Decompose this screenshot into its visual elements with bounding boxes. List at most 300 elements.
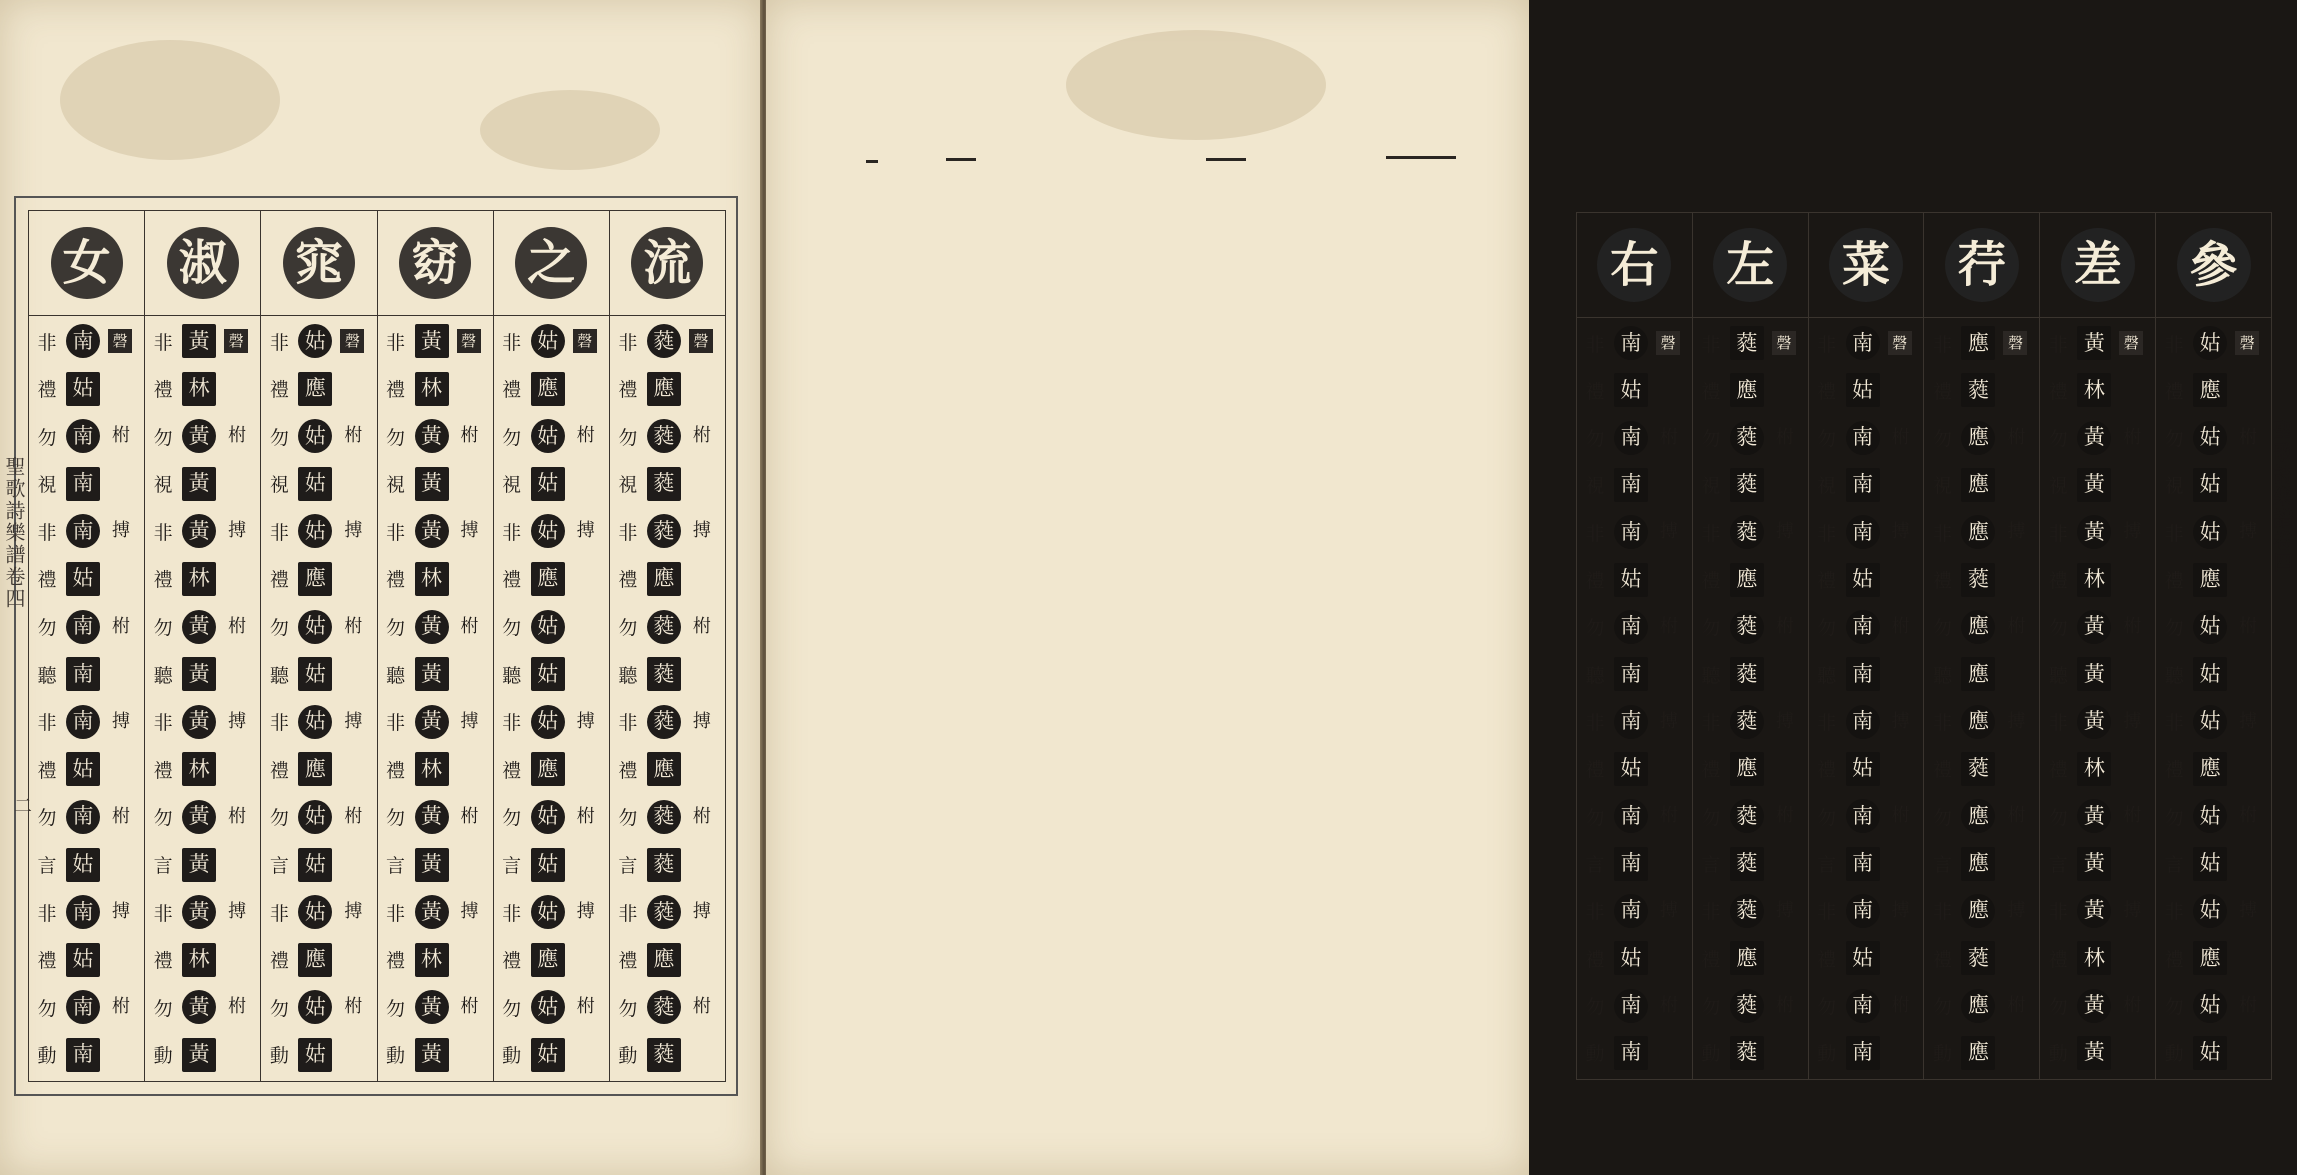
percussion-mark: 搏 — [112, 520, 130, 542]
notation-row — [1809, 747, 1924, 791]
notation-row — [1924, 700, 2039, 744]
pitch-note: 南 — [66, 1038, 100, 1072]
notation-row — [1577, 794, 1692, 838]
percussion-mark: 磬 — [573, 329, 597, 353]
notation-row — [1693, 652, 1808, 696]
notation-row — [2040, 936, 2155, 980]
notation-row — [2156, 700, 2271, 744]
notation-row — [1809, 700, 1924, 744]
pitch-note: 應 — [298, 752, 332, 786]
left-page — [0, 0, 762, 1175]
left-margin-title: 聖歌詩樂譜卷四 — [2, 456, 26, 610]
lyric-character: 非 — [1585, 522, 1605, 545]
pitch-note: 林 — [2077, 563, 2111, 597]
pitch-note: 應 — [1961, 421, 1995, 455]
lyric-character: 言 — [386, 855, 406, 878]
pitch-note: 姑 — [1614, 941, 1648, 975]
notation-row — [494, 985, 609, 1029]
pitch-note: 姑 — [298, 467, 332, 501]
percussion-mark: 柎 — [692, 425, 711, 447]
pitch-note: 姑 — [2193, 989, 2227, 1023]
notation-row — [29, 319, 144, 363]
notation-row — [1924, 416, 2039, 460]
notation-row — [2156, 558, 2271, 602]
lyric-character: 非 — [2048, 901, 2068, 924]
lyric-character: 勿 — [1585, 996, 1605, 1019]
paper-stain — [60, 40, 280, 160]
lyric-character: 勿 — [1585, 617, 1605, 640]
notation-row — [2040, 1031, 2155, 1075]
notation-row — [378, 319, 493, 363]
lyric-character: 禮 — [1817, 570, 1837, 593]
notation-row — [1577, 510, 1692, 554]
lyric-character: 視 — [2048, 475, 2068, 498]
lyric-character: 動 — [1932, 1043, 1952, 1066]
lyric-character: 視 — [153, 474, 173, 497]
notation-row — [145, 747, 260, 791]
lyric-character: 禮 — [2048, 570, 2068, 593]
pitch-note: 黃 — [2077, 657, 2111, 691]
pitch-note: 姑 — [531, 848, 565, 882]
notation-row — [378, 462, 493, 506]
pitch-note: 蕤 — [647, 848, 681, 882]
notation-row — [378, 509, 493, 553]
notation-row — [1577, 1031, 1692, 1075]
pitch-note: 蕤 — [647, 1038, 681, 1072]
notation-row — [29, 795, 144, 839]
pitch-note: 應 — [647, 752, 681, 786]
notation-row — [29, 700, 144, 744]
notation-row — [378, 938, 493, 982]
right-margin-title: 聖歌詩樂譜卷四 — [2270, 420, 2294, 574]
left-score-grid — [28, 210, 726, 1082]
lyric-character: 非 — [153, 902, 173, 925]
pitch-note: 應 — [647, 562, 681, 596]
notation-row — [610, 367, 725, 411]
notation-rows — [1577, 321, 1692, 1075]
pitch-note: 蕤 — [1730, 799, 1764, 833]
pitch-note: 姑 — [66, 848, 100, 882]
notation-row — [1809, 321, 1924, 365]
lyric-character: 禮 — [153, 569, 173, 592]
notation-row — [378, 605, 493, 649]
notation-row — [1577, 700, 1692, 744]
notation-row — [1924, 510, 2039, 554]
pitch-note: 姑 — [1846, 563, 1880, 597]
percussion-mark: 柎 — [460, 425, 479, 447]
notation-row — [1577, 558, 1692, 602]
lyric-character: 禮 — [502, 569, 522, 592]
notation-row — [610, 557, 725, 601]
score-column — [261, 211, 377, 1081]
notation-row — [2040, 747, 2155, 791]
notation-row — [1809, 936, 1924, 980]
pitch-note: 應 — [1730, 752, 1764, 786]
pitch-note: 南 — [1846, 610, 1880, 644]
notation-row — [2040, 368, 2155, 412]
lyric-character: 非 — [269, 521, 289, 544]
notation-row — [494, 652, 609, 696]
pitch-note: 姑 — [531, 1038, 565, 1072]
notation-row — [1809, 842, 1924, 886]
lyric-character: 勿 — [618, 997, 638, 1020]
pitch-note: 蕤 — [1961, 941, 1995, 975]
lyric-character: 非 — [1701, 712, 1721, 735]
pitch-note: 南 — [1846, 515, 1880, 549]
notation-row — [2040, 558, 2155, 602]
pitch-note: 應 — [298, 943, 332, 977]
percussion-mark: 柎 — [1660, 615, 1678, 637]
lyric-character: 非 — [1932, 522, 1952, 545]
notation-row — [29, 557, 144, 601]
lyric-character: 非 — [502, 902, 522, 925]
notation-row — [1693, 321, 1808, 365]
lyric-character: 禮 — [1932, 570, 1952, 593]
pitch-note: 姑 — [298, 895, 332, 929]
notation-row — [145, 367, 260, 411]
column-heading-cell — [1809, 213, 1924, 318]
notation-row — [494, 414, 609, 458]
percussion-mark: 搏 — [1660, 899, 1678, 921]
notation-row — [261, 414, 376, 458]
pitch-note: 林 — [415, 943, 449, 977]
notation-row — [145, 890, 260, 934]
notation-row — [1924, 652, 2039, 696]
notation-row — [29, 414, 144, 458]
pitch-note: 蕤 — [1730, 894, 1764, 928]
notation-rows — [1809, 321, 1924, 1075]
pitch-note: 姑 — [531, 610, 565, 644]
pitch-note: 黃 — [2077, 799, 2111, 833]
lyric-character: 禮 — [2048, 380, 2068, 403]
notation-rows — [261, 319, 376, 1077]
notation-row — [29, 652, 144, 696]
pitch-note: 蕤 — [1730, 847, 1764, 881]
notation-row — [1693, 889, 1808, 933]
lyric-character: 禮 — [1701, 570, 1721, 593]
lyric-character: 聽 — [153, 664, 173, 687]
notation-row — [378, 890, 493, 934]
notation-row — [610, 747, 725, 791]
lyric-character: 聽 — [1701, 664, 1721, 687]
column-heading-cell — [494, 211, 609, 316]
percussion-mark: 搏 — [1775, 710, 1794, 732]
percussion-mark: 柎 — [2239, 994, 2258, 1016]
notation-row — [2040, 463, 2155, 507]
notation-row — [610, 509, 725, 553]
lyric-character: 視 — [1932, 475, 1952, 498]
percussion-mark: 磬 — [2003, 331, 2027, 355]
notation-row — [1577, 652, 1692, 696]
notation-row — [610, 605, 725, 649]
pitch-note: 南 — [1614, 421, 1648, 455]
notation-row — [610, 700, 725, 744]
lyric-character: 禮 — [386, 759, 406, 782]
notation-row — [2040, 321, 2155, 365]
lyric-heading-disc: 菜 — [1829, 228, 1903, 302]
notation-row — [1693, 1031, 1808, 1075]
percussion-mark: 柎 — [460, 615, 479, 637]
lyric-character: 動 — [269, 1045, 289, 1068]
lyric-character: 禮 — [386, 379, 406, 402]
percussion-mark: 搏 — [344, 710, 363, 732]
lyric-character: 禮 — [2164, 380, 2184, 403]
notation-row — [29, 985, 144, 1029]
percussion-mark: 搏 — [2007, 710, 2026, 732]
notation-row — [610, 462, 725, 506]
lyric-character: 勿 — [1932, 806, 1952, 829]
notation-row — [2040, 984, 2155, 1028]
pitch-note: 南 — [1846, 799, 1880, 833]
pitch-note: 應 — [647, 372, 681, 406]
percussion-mark: 磬 — [457, 329, 481, 353]
notation-row — [2156, 747, 2271, 791]
lyric-character: 勿 — [153, 997, 173, 1020]
lyric-character: 非 — [1701, 333, 1721, 356]
lyric-character: 非 — [37, 902, 57, 925]
lyric-character: 勿 — [2164, 617, 2184, 640]
lyric-character: 非 — [2164, 901, 2184, 924]
lyric-character: 聽 — [386, 664, 406, 687]
pitch-note: 蕤 — [1730, 515, 1764, 549]
notation-row — [2156, 652, 2271, 696]
percussion-mark: 磬 — [1888, 331, 1912, 355]
pitch-note: 黃 — [182, 467, 216, 501]
lyric-character: 勿 — [1585, 428, 1605, 451]
notation-row — [378, 652, 493, 696]
notation-row — [2156, 794, 2271, 838]
notation-row — [1924, 747, 2039, 791]
percussion-mark: 柎 — [1891, 994, 1910, 1016]
pitch-note: 蕤 — [647, 990, 681, 1024]
score-column — [378, 211, 494, 1081]
lyric-character: 非 — [37, 331, 57, 354]
pitch-note: 應 — [1961, 515, 1995, 549]
notation-row — [494, 557, 609, 601]
column-heading-cell — [1924, 213, 2039, 318]
notation-row — [2156, 1031, 2271, 1075]
pitch-note: 林 — [182, 562, 216, 596]
print-mark — [946, 158, 976, 161]
lyric-character: 視 — [1701, 475, 1721, 498]
pitch-note: 應 — [1961, 1036, 1995, 1070]
notation-row — [261, 509, 376, 553]
pitch-note: 南 — [1846, 1036, 1880, 1070]
pitch-note: 南 — [1614, 705, 1648, 739]
pitch-note: 南 — [66, 657, 100, 691]
lyric-character: 非 — [1585, 712, 1605, 735]
percussion-mark: 柎 — [228, 425, 247, 447]
notation-row — [29, 367, 144, 411]
notation-row — [494, 700, 609, 744]
pitch-note: 黃 — [415, 419, 449, 453]
notation-row — [145, 700, 260, 744]
pitch-note: 姑 — [2193, 515, 2227, 549]
percussion-mark: 搏 — [2239, 521, 2258, 543]
lyric-character: 勿 — [618, 807, 638, 830]
percussion-mark: 柎 — [112, 615, 130, 637]
percussion-mark: 搏 — [2007, 899, 2026, 921]
notation-row — [378, 985, 493, 1029]
lyric-character: 禮 — [618, 569, 638, 592]
notation-row — [145, 1033, 260, 1077]
pitch-note: 應 — [531, 562, 565, 596]
lyric-heading-disc: 之 — [515, 227, 587, 299]
percussion-mark: 柎 — [2123, 994, 2142, 1016]
lyric-character: 言 — [2048, 854, 2068, 877]
lyric-character: 禮 — [1932, 948, 1952, 971]
pitch-note: 南 — [1846, 705, 1880, 739]
lyric-character: 聽 — [1817, 664, 1837, 687]
lyric-character: 言 — [1701, 854, 1721, 877]
pitch-note: 蕤 — [1730, 326, 1764, 360]
notation-row — [494, 509, 609, 553]
score-column — [610, 211, 725, 1081]
lyric-character: 非 — [1817, 712, 1837, 735]
percussion-mark: 磬 — [224, 329, 248, 353]
notation-row — [1924, 984, 2039, 1028]
lyric-character: 非 — [502, 712, 522, 735]
lyric-character: 動 — [1701, 1043, 1721, 1066]
pitch-note: 南 — [1614, 326, 1648, 360]
pitch-note: 蕤 — [647, 657, 681, 691]
notation-row — [1809, 558, 1924, 602]
pitch-note: 姑 — [531, 990, 565, 1024]
notation-row — [1809, 889, 1924, 933]
lyric-character: 勿 — [269, 807, 289, 830]
pitch-note: 蕤 — [647, 419, 681, 453]
pitch-note: 黃 — [415, 324, 449, 358]
pitch-note: 南 — [66, 514, 100, 548]
lyric-character: 勿 — [153, 807, 173, 830]
notation-row — [2156, 463, 2271, 507]
notation-row — [145, 652, 260, 696]
lyric-character: 非 — [386, 521, 406, 544]
notation-row — [378, 414, 493, 458]
lyric-character: 勿 — [2164, 428, 2184, 451]
lyric-character: 言 — [1817, 854, 1837, 877]
notation-row — [378, 367, 493, 411]
notation-row — [2040, 794, 2155, 838]
lyric-character: 視 — [618, 474, 638, 497]
lyric-character: 勿 — [1701, 428, 1721, 451]
lyric-character: 勿 — [386, 807, 406, 830]
lyric-character: 聽 — [502, 664, 522, 687]
lyric-character: 聽 — [37, 664, 57, 687]
pitch-note: 應 — [1961, 847, 1995, 881]
pitch-note: 應 — [298, 562, 332, 596]
pitch-note: 南 — [1614, 847, 1648, 881]
percussion-mark: 搏 — [228, 901, 247, 923]
lyric-character: 非 — [1817, 522, 1837, 545]
pitch-note: 黃 — [415, 1038, 449, 1072]
notation-row — [1693, 936, 1808, 980]
notation-row — [261, 367, 376, 411]
column-heading-cell — [2156, 213, 2271, 318]
pitch-note: 南 — [1614, 610, 1648, 644]
lyric-character: 勿 — [1701, 806, 1721, 829]
lyric-character: 非 — [618, 521, 638, 544]
percussion-mark: 柎 — [2007, 615, 2026, 637]
percussion-mark: 搏 — [2123, 710, 2142, 732]
notation-row — [1809, 510, 1924, 554]
lyric-character: 非 — [153, 712, 173, 735]
lyric-character: 非 — [502, 521, 522, 544]
pitch-note: 南 — [66, 324, 100, 358]
notation-row — [145, 319, 260, 363]
score-column — [29, 211, 145, 1081]
percussion-mark: 柎 — [112, 996, 130, 1018]
notation-rows — [1693, 321, 1808, 1075]
notation-row — [2040, 416, 2155, 460]
pitch-note: 南 — [66, 467, 100, 501]
percussion-mark: 搏 — [344, 520, 363, 542]
pitch-note: 姑 — [1846, 752, 1880, 786]
pitch-note: 應 — [2193, 941, 2227, 975]
lyric-character: 禮 — [153, 759, 173, 782]
percussion-mark: 柎 — [1660, 426, 1678, 448]
notation-row — [1693, 794, 1808, 838]
pitch-note: 蕤 — [647, 610, 681, 644]
percussion-mark: 柎 — [1775, 426, 1794, 448]
lyric-character: 聽 — [618, 664, 638, 687]
notation-row — [261, 462, 376, 506]
pitch-note: 姑 — [531, 895, 565, 929]
lyric-character: 禮 — [502, 379, 522, 402]
lyric-character: 非 — [1817, 901, 1837, 924]
pitch-note: 南 — [66, 800, 100, 834]
notation-row — [1809, 416, 1924, 460]
pitch-note: 姑 — [298, 514, 332, 548]
pitch-note: 姑 — [1614, 752, 1648, 786]
notation-row — [610, 985, 725, 1029]
percussion-mark: 柎 — [1891, 805, 1910, 827]
notation-rows — [145, 319, 260, 1077]
lyric-character: 勿 — [502, 807, 522, 830]
pitch-note: 黃 — [2077, 847, 2111, 881]
lyric-character: 聽 — [1585, 664, 1605, 687]
percussion-mark: 柎 — [1660, 805, 1678, 827]
notation-row — [494, 747, 609, 791]
notation-row — [145, 985, 260, 1029]
notation-row — [1809, 794, 1924, 838]
pitch-note: 姑 — [531, 324, 565, 358]
notation-row — [1577, 463, 1692, 507]
score-column — [1924, 213, 2040, 1079]
percussion-mark: 柎 — [1891, 615, 1910, 637]
score-column — [145, 211, 261, 1081]
notation-row — [2156, 984, 2271, 1028]
pitch-note: 蕤 — [647, 514, 681, 548]
pitch-note: 黃 — [182, 705, 216, 739]
notation-row — [1577, 842, 1692, 886]
notation-row — [145, 414, 260, 458]
pitch-note: 南 — [1846, 468, 1880, 502]
pitch-note: 姑 — [66, 752, 100, 786]
lyric-character: 勿 — [2048, 806, 2068, 829]
pitch-note: 應 — [1961, 468, 1995, 502]
pitch-note: 黃 — [2077, 421, 2111, 455]
pitch-note: 林 — [2077, 941, 2111, 975]
lyric-character: 禮 — [37, 759, 57, 782]
percussion-mark: 磬 — [2235, 331, 2259, 355]
lyric-character: 動 — [386, 1045, 406, 1068]
pitch-note: 應 — [1730, 563, 1764, 597]
pitch-note: 姑 — [2193, 610, 2227, 644]
pitch-note: 黃 — [182, 514, 216, 548]
notation-row — [1577, 416, 1692, 460]
pitch-note: 姑 — [1614, 373, 1648, 407]
